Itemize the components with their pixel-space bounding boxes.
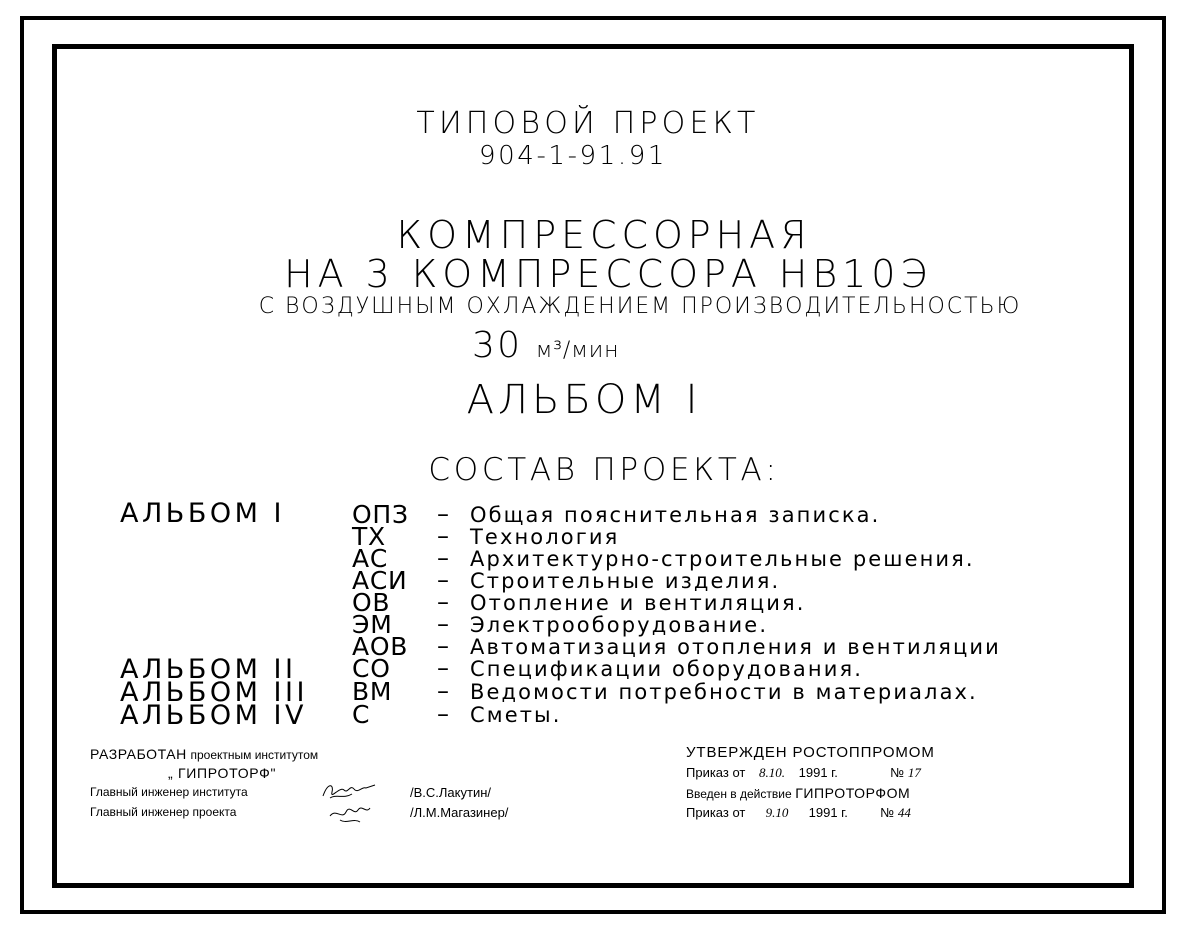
chief-engineer-institute-name: /В.С.Лакутин/ bbox=[410, 785, 491, 800]
album-label: АЛЬБОМ I bbox=[120, 498, 285, 529]
section-code: ТХ bbox=[352, 522, 386, 551]
order-2-prefix: Приказ от bbox=[686, 805, 746, 820]
section-description: Ведомости потребности в материалах. bbox=[470, 680, 978, 704]
section-code: АСИ bbox=[352, 566, 408, 595]
section-description: Электрооборудование. bbox=[470, 613, 769, 637]
section-code: СО bbox=[352, 654, 391, 683]
signature-chief-engineer-project bbox=[326, 802, 374, 826]
developed-by-line bbox=[90, 747, 318, 761]
order-1-prefix: Приказ от bbox=[686, 765, 746, 780]
enacted-by: ГИПРОТОРФОМ bbox=[795, 785, 911, 801]
order-2-number: 44 bbox=[897, 805, 911, 820]
dash: – bbox=[437, 566, 449, 594]
object-name-line-2: НА 3 КОМПРЕССОРА НВ10Э bbox=[284, 252, 932, 296]
capacity-unit: м³/мин bbox=[535, 338, 620, 363]
section-code: ОПЗ bbox=[352, 500, 409, 529]
enacted-label: Введен в действие bbox=[686, 787, 792, 801]
section-code: ЭМ bbox=[352, 610, 393, 639]
dash: – bbox=[437, 654, 449, 682]
order-1-year: 1991 г. bbox=[798, 765, 838, 780]
order-2-date: 9.10 bbox=[765, 805, 789, 820]
contents-title: СОСТАВ ПРОЕКТА: bbox=[428, 452, 780, 488]
order-2 bbox=[686, 806, 911, 819]
object-name-line-1: КОМПРЕССОРНАЯ bbox=[396, 213, 812, 257]
order-1 bbox=[686, 766, 921, 779]
album-label: АЛЬБОМ III bbox=[120, 677, 308, 708]
dash: – bbox=[437, 632, 449, 660]
section-description: Архитектурно-строительные решения. bbox=[470, 547, 975, 571]
section-description: Автоматизация отопления и вентиляции bbox=[470, 635, 1001, 659]
album-number: АЛЬБОМ I bbox=[466, 377, 702, 423]
section-description: Общая пояснительная записка. bbox=[470, 503, 881, 527]
dash: – bbox=[437, 544, 449, 572]
order-2-year: 1991 г. bbox=[808, 805, 848, 820]
section-code: АС bbox=[352, 544, 389, 573]
section-code: АОВ bbox=[352, 632, 409, 661]
enacted-line bbox=[686, 786, 910, 800]
developed-by-label: РАЗРАБОТАН bbox=[90, 746, 187, 762]
project-type-title: ТИПОВОЙ ПРОЕКТ bbox=[416, 106, 760, 141]
capacity-value: 30 bbox=[472, 325, 523, 366]
project-number: 904-1-91.91 bbox=[479, 141, 667, 171]
album-label: АЛЬБОМ II bbox=[120, 654, 297, 685]
section-code: ОВ bbox=[352, 588, 391, 617]
chief-engineer-institute-label: Главный инженер института bbox=[90, 785, 248, 799]
object-name-line-3: С ВОЗДУШНЫМ ОХЛАЖДЕНИЕМ ПРОИЗВОДИТЕЛЬНОСТЬЮ bbox=[258, 294, 1022, 319]
section-description: Технология bbox=[470, 525, 620, 549]
developed-by-text: проектным институтом bbox=[190, 748, 319, 762]
order-1-number-label: № bbox=[890, 765, 905, 780]
dash: – bbox=[437, 522, 449, 550]
dash: – bbox=[437, 500, 449, 528]
capacity bbox=[472, 325, 620, 366]
section-code: С bbox=[352, 700, 371, 729]
order-2-number-label: № bbox=[880, 805, 895, 820]
dash: – bbox=[437, 700, 449, 728]
section-code: ВМ bbox=[352, 677, 393, 706]
order-1-date: 8.10. bbox=[759, 765, 785, 780]
section-description: Строительные изделия. bbox=[470, 569, 781, 593]
chief-engineer-project-name: /Л.М.Магазинер/ bbox=[410, 805, 509, 820]
chief-engineer-project-label: Главный инженер проекта bbox=[90, 805, 237, 819]
signature-chief-engineer-institute bbox=[320, 780, 378, 802]
section-description: Спецификации оборудования. bbox=[470, 657, 863, 681]
dash: – bbox=[437, 677, 449, 705]
dash: – bbox=[437, 610, 449, 638]
institute-name: „ ГИПРОТОРФ" bbox=[168, 765, 277, 781]
approved-by: УТВЕРЖДЕН РОСТОППРОМОМ bbox=[686, 744, 935, 761]
dash: – bbox=[437, 588, 449, 616]
album-label: АЛЬБОМ IV bbox=[120, 700, 307, 731]
order-1-number: 17 bbox=[907, 765, 921, 780]
section-description: Сметы. bbox=[470, 703, 562, 727]
section-description: Отопление и вентиляция. bbox=[470, 591, 806, 615]
